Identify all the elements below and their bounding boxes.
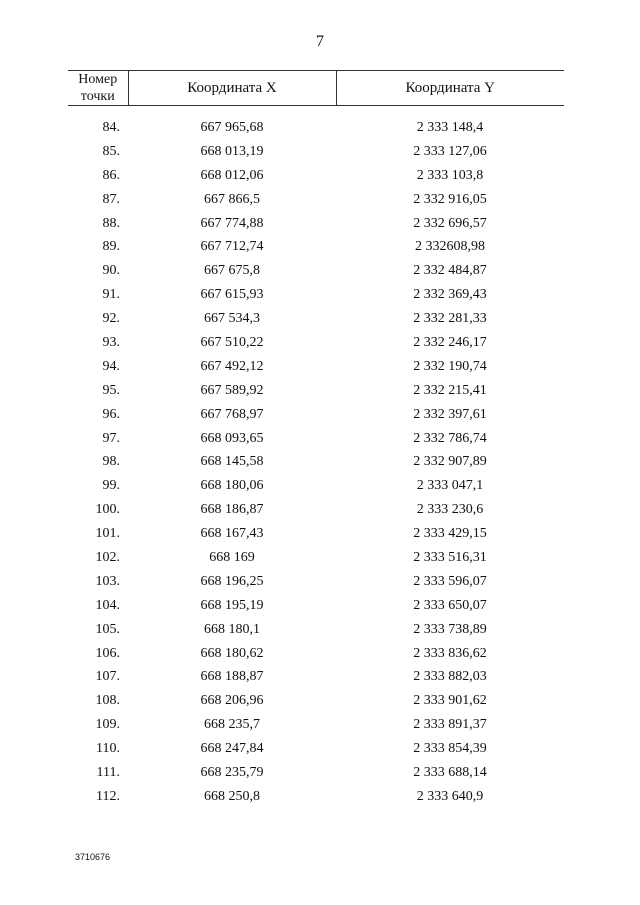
point-number-cell: 102. [95,549,120,565]
point-number-cell: 107. [95,669,120,685]
coordinate-x-cell: 668 013,19 [200,143,264,159]
coordinate-y-cell: 2 333 230,6 [416,502,484,518]
table-row [68,427,564,451]
table-row [68,785,564,809]
point-number-cell: 87. [102,191,120,207]
point-number-cell: 98. [102,454,120,470]
coordinate-x-cell: 667 965,68 [200,119,264,135]
coordinate-y-cell: 2 332 246,17 [413,334,487,350]
point-number-cell: 90. [102,263,120,279]
point-number-cell: 112. [96,788,120,804]
table-row [68,618,564,642]
coordinate-x-cell: 668 206,96 [200,693,264,709]
coordinate-x-cell: 667 768,97 [200,406,264,422]
coordinate-x-cell: 667 774,88 [200,215,264,231]
table-row [68,522,564,546]
table-row [68,331,564,355]
table-row [68,594,564,618]
coordinate-y-cell: 2 332 786,74 [413,430,487,446]
point-number-cell: 101. [95,526,120,542]
coordinate-y-cell: 2 332 696,57 [413,215,487,231]
table-row [68,665,564,689]
point-number-cell: 84. [102,119,120,135]
coordinate-x-cell: 668 235,7 [204,717,260,733]
coordinate-y-cell: 2 333 127,06 [413,143,487,159]
coordinate-y-cell: 2 332 397,61 [413,406,487,422]
point-number-cell: 111. [96,764,120,780]
point-number-cell: 94. [102,358,120,374]
coordinate-y-cell: 2 333 596,07 [413,573,487,589]
coordinate-y-cell: 2 333 854,39 [413,741,487,757]
coordinate-x-cell: 668 093,65 [200,430,264,446]
coordinate-y-cell: 2 332 369,43 [413,287,487,303]
coordinate-x-cell: 667 534,3 [204,311,260,327]
point-number-cell: 89. [102,239,120,255]
coordinate-x-cell: 668 250,8 [204,788,260,804]
coordinate-y-cell: 2 333 891,37 [413,717,487,733]
header-point-number-line2: точки [80,89,115,104]
point-number-cell: 86. [102,167,120,183]
point-number-cell: 106. [95,645,120,661]
table-row [68,689,564,713]
point-number-cell: 105. [95,621,120,637]
coordinate-x-cell: 667 589,92 [200,382,264,398]
coordinate-x-cell: 667 510,22 [200,334,264,350]
coordinate-y-cell: 2 332 281,33 [413,311,487,327]
coordinate-y-cell: 2 333 429,15 [413,526,487,542]
coordinate-x-cell: 668 195,19 [200,597,264,613]
coordinate-x-cell: 668 196,25 [200,573,264,589]
coordinate-x-cell: 668 167,43 [200,526,264,542]
point-number-cell: 96. [102,406,120,422]
point-number-cell: 93. [102,334,120,350]
point-number-cell: 109. [95,717,120,733]
table-row [68,235,564,259]
table-row [68,379,564,403]
coordinate-x-cell: 668 145,58 [200,454,264,470]
page-number: 7 [316,33,324,50]
table-row [68,761,564,785]
point-number-cell: 92. [102,311,120,327]
point-number-cell: 91. [102,287,120,303]
coordinate-y-cell: 2 332 215,41 [413,382,487,398]
point-number-cell: 104. [95,597,120,613]
table-body [68,106,564,809]
header-row [68,71,564,106]
coordinate-x-cell: 668 235,79 [200,764,264,780]
header-spacer [68,106,564,117]
coordinate-x-cell: 667 492,12 [200,358,264,374]
coordinates-table [68,70,564,809]
coordinate-y-cell: 2 332 190,74 [413,358,487,374]
table-row [68,474,564,498]
table-row [68,140,564,164]
coordinate-x-cell: 668 180,1 [204,621,260,637]
document-id: 3710676 [75,852,111,862]
coordinate-y-cell: 2 332 484,87 [413,263,487,279]
coordinate-x-cell: 667 866,5 [204,191,260,207]
table-row [68,737,564,761]
point-number-cell: 85. [102,143,120,159]
table-header [68,71,564,106]
coordinate-x-cell: 667 615,93 [200,287,264,303]
table-row [68,188,564,212]
table-row [68,259,564,283]
header-point-number-line1: Номер [78,72,118,87]
coordinate-y-cell: 2 333 047,1 [416,478,484,494]
coordinate-x-cell: 668 012,06 [200,167,264,183]
point-number-cell: 108. [95,693,120,709]
coordinate-x-cell: 667 712,74 [200,239,264,255]
table-row [68,498,564,522]
coordinate-y-cell: 2 333 516,31 [413,549,487,565]
header-coordinate-x: Координата X [128,71,336,106]
coordinate-y-cell: 2 333 148,4 [416,119,484,135]
table-row [68,570,564,594]
coordinate-x-cell: 667 675,8 [204,263,260,279]
header-coordinate-y: Координата Y [336,71,564,106]
coordinate-y-cell: 2 332 907,89 [413,454,487,470]
table-row [68,546,564,570]
coordinate-x-cell: 668 247,84 [200,741,264,757]
table-row [68,164,564,188]
point-number-cell: 97. [102,430,120,446]
coordinate-y-cell: 2 333 901,62 [413,693,487,709]
coordinate-y-cell: 2 333 882,03 [413,669,487,685]
coordinate-x-cell: 668 186,87 [200,502,264,518]
table-row [68,713,564,737]
coordinate-y-cell: 2 332608,98 [415,239,485,255]
coordinate-x-cell: 668 180,06 [200,478,264,494]
coordinate-y-cell: 2 333 103,8 [416,167,484,183]
coordinate-y-cell: 2 333 738,89 [413,621,487,637]
coordinate-y-cell: 2 333 650,07 [413,597,487,613]
table-row [68,307,564,331]
point-number-cell: 88. [102,215,120,231]
table-row [68,283,564,307]
table-row [68,642,564,666]
coordinate-y-cell: 2 332 916,05 [413,191,487,207]
header-point-number [68,71,128,106]
table-row [68,116,564,140]
point-number-cell: 99. [102,478,120,494]
table-row [68,355,564,379]
coordinate-x-cell: 668 188,87 [200,669,264,685]
coordinate-y-cell: 2 333 836,62 [413,645,487,661]
coordinate-x-cell: 668 169 [209,549,255,565]
table-row [68,450,564,474]
point-number-cell: 103. [95,573,120,589]
coordinate-y-cell: 2 333 640,9 [416,788,484,804]
coordinate-y-cell: 2 333 688,14 [413,764,487,780]
table-row [68,212,564,236]
coordinate-x-cell: 668 180,62 [200,645,264,661]
table-row [68,403,564,427]
point-number-cell: 100. [95,502,120,518]
point-number-cell: 110. [96,741,120,757]
point-number-cell: 95. [102,382,120,398]
